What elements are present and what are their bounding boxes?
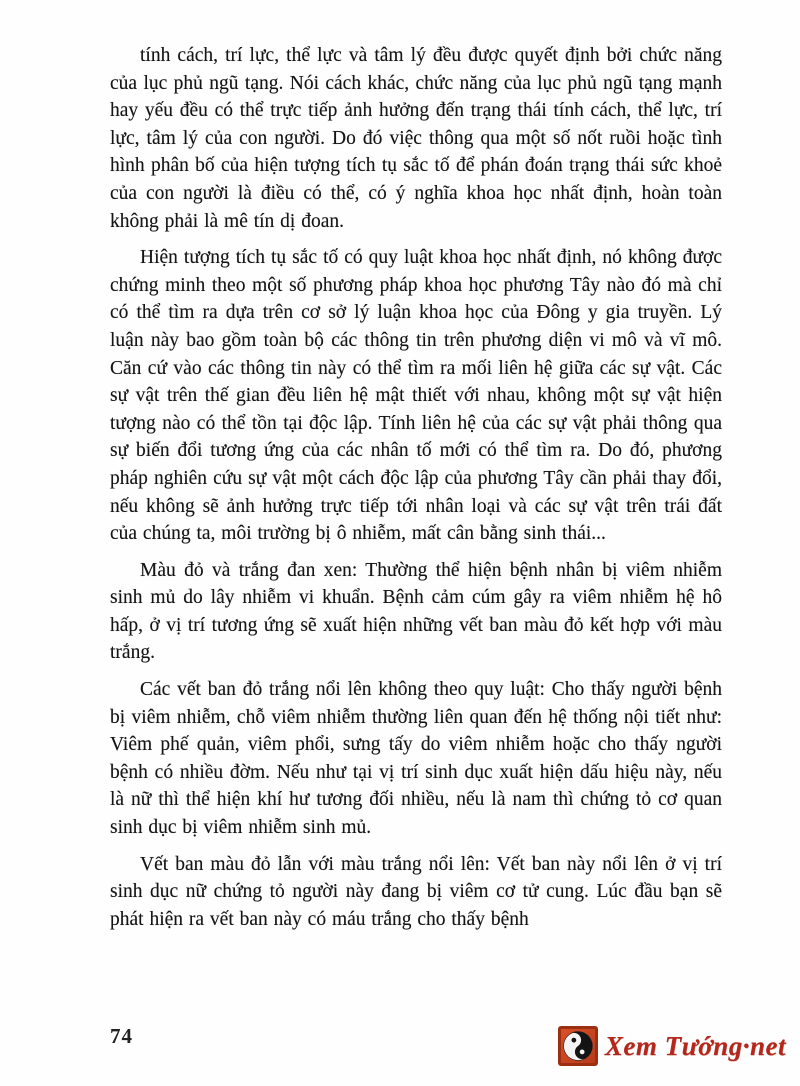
yin-yang-icon bbox=[558, 1026, 598, 1066]
body-text bbox=[110, 42, 722, 942]
paragraph-4: Các vết ban đỏ trắng nổi lên không theo quy luật: Cho thấy người bệnh bị viêm nhiễm, chỗ viêm nhiễm thường liên quan đến hệ thống nội tiết như: Viêm phế quản, viêm phổi, sưng tấy do viêm nhiễm hoặc cho thấy người bệnh có nhiều đờm. Nếu như tại vị trí sinh dục xuất hiện dấu hiệu này, nếu là nữ thì thể hiện khí hư tương đối nhiều, nếu là nam thì chứng tỏ cơ quan sinh dục bị viêm nhiễm sinh mủ. bbox=[110, 679, 722, 839]
paragraph-2: Hiện tượng tích tụ sắc tố có quy luật khoa học nhất định, nó không được chứng minh theo một số phương pháp khoa học phương Tây nào đó mà chỉ có thể tìm ra dựa trên cơ sở lý luận khoa học của Đông y gia truyền. Lý luận này bao gồm toàn bộ các thông tin trên phương diện vi mô và vĩ mô. Căn cứ vào các thông tin này có thể tìm ra mối liên hệ giữa các sự vật. Các sự vật trên thế gian đều liên hệ mật thiết với nhau, không một sự vật hiện tượng nào có thể tồn tại độc lập. Tính liên hệ của các sự vật phải thông qua sự biến đổi tương ứng của các nhân tố mới có thể tìm ra. Do đó, phương pháp nghiên cứu sự vật một cách độc lập của phương Tây cần phải thay đổi, nếu không sẽ ảnh hưởng trực tiếp tới nhân loại và các sự vật trên trái đất của chúng ta, môi trường bị ô nhiễm, mất cân bằng sinh thái... bbox=[110, 247, 722, 545]
page-footer bbox=[0, 1022, 800, 1086]
paragraph-1: tính cách, trí lực, thể lực và tâm lý đều được quyết định bởi chức năng của lục phủ ngũ tạng. Nói cách khác, chức năng của lục phủ ngũ tạng mạnh hay yếu đều có thể trực tiếp ảnh hưởng đến trạng thái tính cách, thể lực, trí lực, tâm lý của con người. Do đó việc thông qua một số nốt ruồi hoặc tình hình phân bố của hiện tượng tích tụ sắc tố để phán đoán trạng thái sức khoẻ của con người là điều có thể, có ý nghĩa khoa học nhất định, hoàn toàn không phải là mê tín dị đoan. bbox=[110, 45, 722, 232]
paragraph-3: Màu đỏ và trắng đan xen: Thường thể hiện bệnh nhân bị viêm nhiễm sinh mủ do lây nhiễm vi khuẩn. Bệnh cảm cúm gây ra viêm nhiễm hệ hô hấp, ở vị trí tương ứng sẽ xuất hiện những vết ban màu đỏ kết hợp với màu trắng. bbox=[110, 559, 722, 664]
watermark-logo bbox=[558, 1026, 786, 1066]
watermark-text: Xem Tướng·net bbox=[604, 1030, 786, 1061]
paragraph-5: Vết ban màu đỏ lẫn với màu trắng nổi lên: Vết ban này nổi lên ở vị trí sinh dục nữ chứng tỏ người này đang bị viêm cơ tử cung. Lúc đầu bạn sẽ phát hiện ra vết ban này có máu trắng cho thấy bệnh bbox=[110, 853, 722, 930]
page-number: 74 bbox=[110, 1024, 133, 1048]
